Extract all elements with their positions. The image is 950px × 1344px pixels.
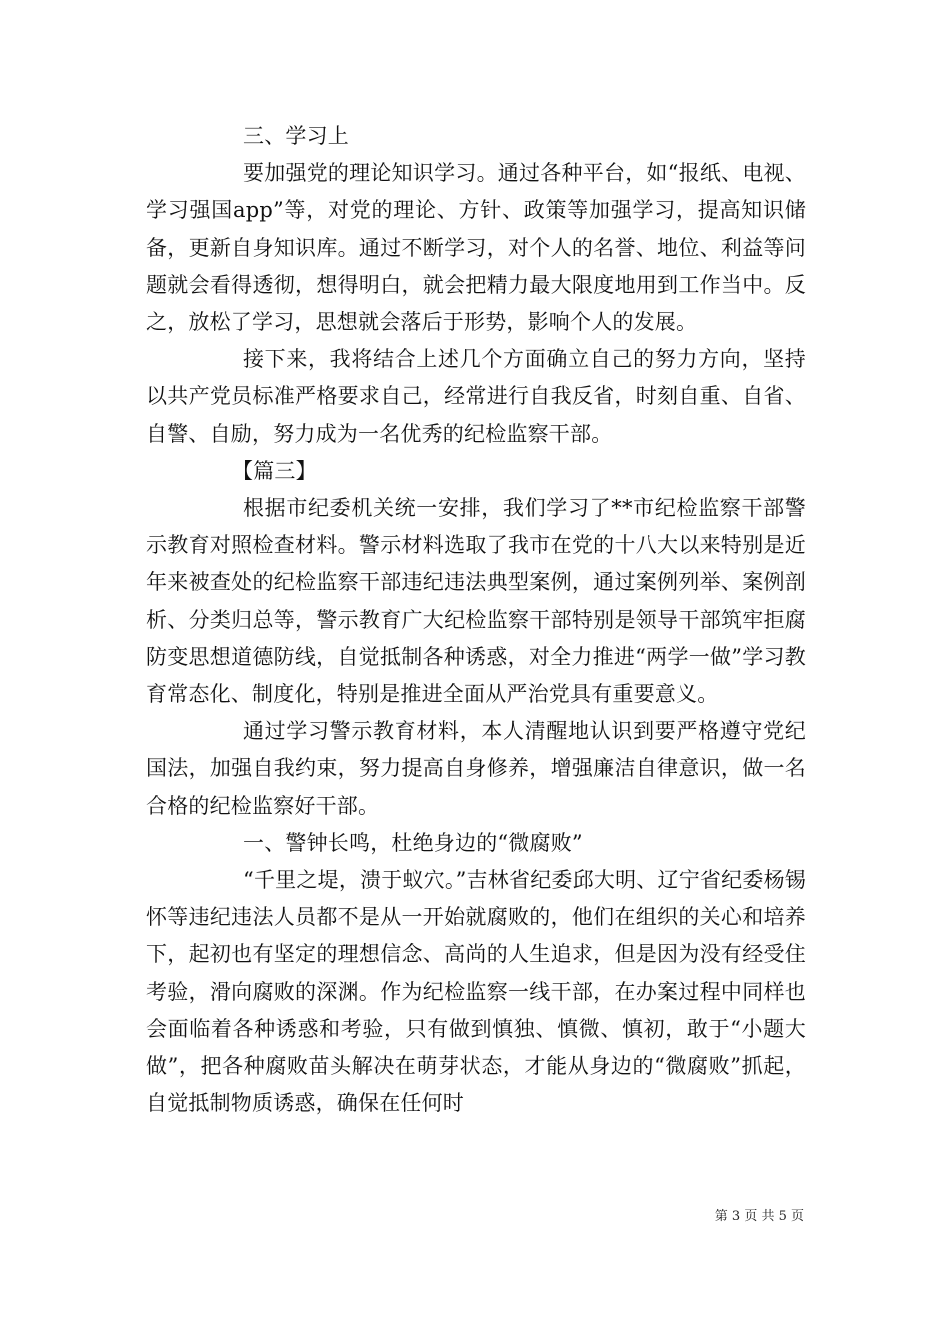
page-number-footer: 第 3 页 共 5 页 bbox=[714, 1209, 804, 1224]
document-body bbox=[146, 118, 806, 1122]
section-heading-alarm: 一、警钟长鸣，杜绝身边的“微腐败” bbox=[243, 830, 583, 855]
paragraph-personal-awareness: 通过学习警示教育材料，本人清醒地认识到要严格遵守党纪国法，加强自我约束，努力提高自身修养，增强廉洁自律意识，做一名合格的纪检监察好干部。 bbox=[146, 719, 806, 818]
section-heading-study: 三、学习上 bbox=[243, 124, 349, 148]
paragraph-warning-materials: 根据市纪委机关统一安排，我们学习了**市纪检监察干部警示教育对照检查材料。警示材料选取了我市在党的十八大以来特别是近年来被查处的纪检监察干部违纪违法典型案例，通过案例列举、案例剖析、分类归总等，警示教育广大纪检监察干部特别是领导干部筑牢拒腐防变思想道德防线，自觉抵制各种诱惑，对全力推进“两学一做”学习教育常态化、制度化，特别是推进全面从严治党具有重要意义。 bbox=[146, 496, 806, 707]
paragraph-study-theory: 要加强党的理论知识学习。通过各种平台，如“报纸、电视、学习强国app”等，对党的理论、方针、政策等加强学习，提高知识储备，更新自身知识库。通过不断学习，对个人的名誉、地位、利益等问题就会看得透彻，想得明白，就会把精力最大限度地用到工作当中。反之，放松了学习，思想就会落后于形势，影响个人的发展。 bbox=[146, 161, 806, 335]
section-heading-part-three: 【篇三】 bbox=[232, 458, 317, 483]
paragraph-ant-hole: “千里之堤，溃于蚁穴。”吉林省纪委邱大明、辽宁省纪委杨锡怀等违纪违法人员都不是从一开始就腐败的，他们在组织的关心和培养下，起初也有坚定的理想信念、高尚的人生追求，但是因为没有经受住考验，滑向腐败的深渊。作为纪检监察一线干部，在办案过程中同样也会面临着各种诱惑和考验，只有做到慎独、慎微、慎初，敢于“小题大做”，把各种腐败苗头解决在萌芽状态，才能从身边的“微腐败”抓起，自觉抵制物质诱惑，确保在任何时 bbox=[146, 868, 806, 1116]
paragraph-next-steps: 接下来，我将结合上述几个方面确立自己的努力方向，坚持以共产党员标准严格要求自己，经常进行自我反省，时刻自重、自省、自警、自励，努力成为一名优秀的纪检监察干部。 bbox=[146, 347, 806, 446]
